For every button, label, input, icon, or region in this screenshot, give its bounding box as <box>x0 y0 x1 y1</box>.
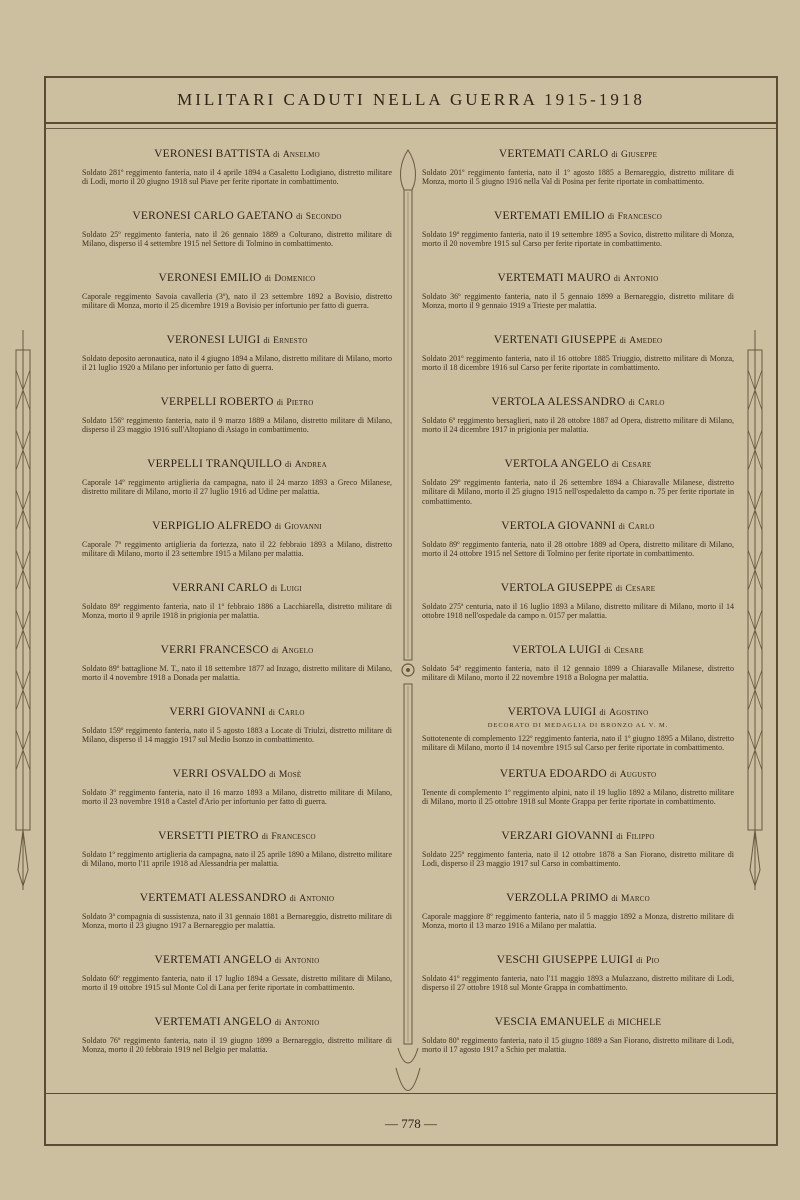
record-entry <box>422 396 734 458</box>
father-name: Mosè <box>278 770 302 780</box>
father-name: MICHELE <box>617 1018 662 1028</box>
father-name: Agostino <box>609 708 649 718</box>
record-text: Caporale 7º reggimento artiglieria da fortezza, nato il 22 febbraio 1893 a Milano, distretto militare di Milano, morto il 23 settembre 1915 a Milano per malattia. <box>82 540 392 559</box>
record-entry <box>82 520 392 582</box>
record-entry <box>422 334 734 396</box>
record-name <box>422 892 734 904</box>
record-name <box>422 458 734 470</box>
record-entry <box>82 830 392 892</box>
record-name <box>82 1016 392 1028</box>
record-text: Soldato 6º reggimento bersaglieri, nato il 28 ottobre 1887 ad Opera, distretto militare di Milano, morto il 24 dicembre 1917 in prigionia per malattia. <box>422 416 734 435</box>
surname: VERTOLA ANGELO <box>504 458 609 470</box>
di-label: di <box>263 336 271 345</box>
record-text: Soldato 80º reggimento fanteria, nato il 15 giugno 1889 a San Fiorano, distretto militare di Lodi, morto il 17 agosto 1917 a Schio per malattia. <box>422 1036 734 1055</box>
record-entry <box>422 272 734 334</box>
record-name <box>82 458 392 470</box>
record-entry <box>82 892 392 954</box>
di-label: di <box>628 398 636 407</box>
record-name <box>82 892 392 904</box>
surname: VERRI GIOVANNI <box>169 706 266 718</box>
record-text: Soldato 89º reggimento fanteria, nato il 28 ottobre 1889 ad Opera, distretto militare di Milano, morto il 24 ottobre 1915 nel Settore di Tolmino per ferite riportate in combattimento. <box>422 540 734 559</box>
divider <box>46 1093 776 1094</box>
surname: VERZOLLA PRIMO <box>506 892 609 904</box>
record-name <box>422 334 734 346</box>
di-label: di <box>613 274 621 283</box>
father-name: Antonio <box>623 274 659 284</box>
center-ornament-icon <box>394 148 422 1108</box>
father-name: Carlo <box>628 522 655 532</box>
surname: VERTEMATI EMILIO <box>493 210 605 222</box>
decoration-note: DECORATO DI MEDAGLIA DI BRONZO AL V. M. <box>487 722 669 729</box>
record-entry <box>422 644 734 706</box>
record-text: Tenente di complemento 1º reggimento alpini, nato il 19 luglio 1892 a Milano, distretto militare di Milano, morto il 25 ottobre 1918 sul Monte Grappa per ferite riportate in combattimento. <box>422 788 734 807</box>
page-number: — 778 — <box>385 1116 437 1131</box>
di-label: di <box>289 894 297 903</box>
father-name: Carlo <box>638 398 665 408</box>
record-entry <box>422 210 734 272</box>
record-text: Soldato 25º reggimento fanteria, nato il 26 gennaio 1889 a Colturano, distretto militare di Milano, disperso il 4 settembre 1915 nel Settore di Tolmino in combattimento. <box>82 230 392 249</box>
surname: VERRANI CARLO <box>172 582 268 594</box>
surname: VERRI OSVALDO <box>172 768 267 780</box>
record-text: Soldato 201º reggimento fanteria, nato il 1º agosto 1885 a Bernareggio, distretto militare di Monza, morto il 5 giugno 1916 nella Val di Posina per ferite riportate in combattimento. <box>422 168 734 187</box>
di-label: di <box>607 212 615 221</box>
father-name: Anselmo <box>282 150 320 160</box>
di-label: di <box>612 460 619 469</box>
di-label: di <box>274 522 282 531</box>
record-name <box>82 706 392 718</box>
surname: VERTEMATI ANGELO <box>154 954 272 966</box>
record-text: Soldato 36º reggimento fanteria, nato il 5 gennaio 1899 a Bernareggio, distretto militare di Monza, morto il 9 gennaio 1919 a Trieste per malattia. <box>422 292 734 311</box>
surname: VERTENATI GIUSEPPE <box>493 334 617 346</box>
record-name <box>82 520 392 532</box>
record-name <box>82 148 392 160</box>
record-text: Soldato 281º reggimento fanteria, nato il 4 aprile 1894 a Casaletto Lodigiano, distretto militare di Lodi, morto il 20 giugno 1918 sul Piave per ferite riportate in combattimento. <box>82 168 392 187</box>
record-entry <box>82 768 392 830</box>
record-text: Soldato 89º reggimento fanteria, nato il 1º febbraio 1886 a Lacchiarella, distretto militare di Monza, morto il 9 aprile 1918 in prigionia per malattia. <box>82 602 392 621</box>
record-name <box>422 520 734 532</box>
di-label: di <box>274 1018 282 1027</box>
father-name: Giovanni <box>284 522 322 532</box>
father-name: Antonio <box>284 956 320 966</box>
record-text: Soldato 159º reggimento fanteria, nato il 5 agosto 1883 a Locate di Triulzi, distretto militare di Milano, disperso il 14 maggio 1917 sul Medio Isonzo in combattimento. <box>82 726 392 745</box>
record-entry <box>82 334 392 396</box>
di-label: di <box>604 646 611 655</box>
record-entry <box>422 520 734 582</box>
record-name <box>422 954 734 966</box>
father-name: Andrea <box>294 460 327 470</box>
di-label: di <box>274 956 282 965</box>
surname: VERTEMATI MAURO <box>497 272 611 284</box>
record-entry <box>422 892 734 954</box>
di-label: di <box>615 584 623 593</box>
di-label: di <box>610 770 617 779</box>
record-text: Soldato deposito aeronautica, nato il 4 giugno 1894 a Milano, distretto militare di Milano, morto il 21 luglio 1920 a Milano per infortunio per fatto di guerra. <box>82 354 392 373</box>
father-name: Luigi <box>280 584 302 594</box>
divider <box>46 128 776 129</box>
record-text: Soldato 201º reggimento fanteria, nato il 16 ottobre 1885 Triuggio, distretto militare di Monza, morto il 18 dicembre 1916 sul Carso per ferite riportate in combattimento. <box>422 354 734 373</box>
father-name: Marco <box>621 894 650 904</box>
record-name <box>82 830 392 842</box>
surname: VERTEMATI ALESSANDRO <box>139 892 287 904</box>
di-label: di <box>618 522 626 531</box>
father-name: Cesare <box>613 646 644 656</box>
di-label: di <box>269 770 276 779</box>
di-label: di <box>599 708 607 717</box>
record-entry <box>422 582 734 644</box>
di-label: di <box>276 398 284 407</box>
record-entry <box>82 458 392 520</box>
record-name <box>422 148 734 160</box>
di-label: di <box>296 212 303 221</box>
father-name: Antonio <box>299 894 335 904</box>
surname: VERPIGLIO ALFREDO <box>152 520 272 532</box>
record-name <box>422 1016 734 1028</box>
record-text: Caporale maggiore 8º reggimento fanteria, nato il 5 maggio 1892 a Monza, distretto militare di Monza, morto il 13 marzo 1916 a Milano per malattia. <box>422 912 734 931</box>
record-text: Soldato 3º reggimento fanteria, nato il 16 marzo 1893 a Milano, distretto militare di Milano, morto il 23 novembre 1918 a Castel d'Ario per infortunio per fatto di guerra. <box>82 788 392 807</box>
record-entry <box>422 830 734 892</box>
record-name <box>422 210 734 222</box>
left-column <box>82 148 392 1078</box>
record-name <box>82 768 392 780</box>
record-text: Soldato 60º reggimento fanteria, nato il 17 luglio 1894 a Gessate, distretto militare di Milano, morto il 19 ottobre 1915 sul Monte Col di Lana per ferite riportate in combattimento. <box>82 974 392 993</box>
record-name <box>422 768 734 780</box>
right-column <box>422 148 734 1078</box>
record-entry <box>82 210 392 272</box>
di-label: di <box>261 832 269 841</box>
record-entry <box>82 644 392 706</box>
surname: VERRI FRANCESCO <box>160 644 269 656</box>
record-entry <box>82 582 392 644</box>
surname: VESCHI GIUSEPPE LUIGI <box>496 954 634 966</box>
record-entry <box>82 1016 392 1078</box>
di-label: di <box>285 460 292 469</box>
di-label: di <box>607 1018 615 1027</box>
record-text: Soldato 19º reggimento fanteria, nato il 19 settembre 1895 a Sovico, distretto militare di Monza, morto il 20 novembre 1915 sul Carso per ferite riportate in combattimento. <box>422 230 734 249</box>
record-entry <box>422 458 734 520</box>
di-label: di <box>611 894 618 903</box>
record-text: Soldato 76º reggimento fanteria, nato il 19 giugno 1899 a Bernareggio, distretto militare di Monza, morto il 20 febbraio 1919 nel Belgio per malattia. <box>82 1036 392 1055</box>
record-name <box>82 582 392 594</box>
record-entry <box>422 768 734 830</box>
father-name: Francesco <box>271 832 316 842</box>
surname: VERTEMATI ANGELO <box>154 1016 272 1028</box>
record-entry <box>82 396 392 458</box>
record-name <box>422 272 734 284</box>
surname: VERPELLI ROBERTO <box>160 396 274 408</box>
record-name <box>422 396 734 408</box>
record-text: Soldato 29º reggimento fanteria, nato il 26 settembre 1894 a Chiaravalle Milanese, distretto militare di Milano, morto il 25 giugno 1915 nell'ospedaletto da campo n. 75 per ferite riportate in combattimento. <box>422 478 734 506</box>
record-name <box>422 706 734 718</box>
record-text: Soldato 225º reggimento fanteria, nato il 12 ottobre 1878 a San Fiorano, distretto militare di Lodi, disperso il 23 maggio 1917 sul Carso in combattimento. <box>422 850 734 869</box>
record-entry <box>422 148 734 210</box>
record-name <box>82 644 392 656</box>
father-name: Filippo <box>626 832 655 842</box>
di-label: di <box>271 646 279 655</box>
surname: VERTUA EDOARDO <box>499 768 607 780</box>
father-name: Cesare <box>625 584 656 594</box>
surname: VERONESI BATTISTA <box>154 148 271 160</box>
father-name: Cesare <box>621 460 652 470</box>
di-label: di <box>264 274 272 283</box>
record-name <box>82 334 392 346</box>
father-name: Francesco <box>617 212 662 222</box>
record-name <box>82 210 392 222</box>
di-label: di <box>636 956 643 965</box>
record-text: Sottotenente di complemento 122º reggimento fanteria, nato il 1º giugno 1895 a Milano, distretto militare di Milano, morto il 14 novembre 1915 sul Carso per ferite riportate in combattimento. <box>422 734 734 753</box>
surname: VERZARI GIOVANNI <box>501 830 614 842</box>
record-entry <box>82 954 392 1016</box>
surname: VERPELLI TRANQUILLO <box>147 458 282 470</box>
fasces-ornament-icon <box>744 330 766 890</box>
record-text: Soldato 3ª compagnia di sussistenza, nato il 31 gennaio 1881 a Bernareggio, distretto militare di Monza, morto il 23 giugno 1917 a Bernareggio per malattia. <box>82 912 392 931</box>
record-entry <box>422 954 734 1016</box>
record-text: Soldato 156º reggimento fanteria, nato il 9 marzo 1889 a Milano, distretto militare di Milano, disperso il 23 maggio 1916 sull'Altopiano di Asiago in combattimento. <box>82 416 392 435</box>
father-name: Pietro <box>286 398 314 408</box>
fasces-ornament-icon <box>12 330 34 890</box>
surname: VESCIA EMANUELE <box>494 1016 605 1028</box>
father-name: Pio <box>645 956 660 966</box>
father-name: Giuseppe <box>621 150 658 160</box>
di-label: di <box>270 584 278 593</box>
record-name <box>422 582 734 594</box>
surname: VERTOLA GIUSEPPE <box>500 582 613 594</box>
father-name: Domenico <box>274 274 316 284</box>
surname: VERONESI EMILIO <box>158 272 262 284</box>
di-label: di <box>268 708 276 717</box>
surname: VERONESI LUIGI <box>166 334 261 346</box>
record-entry <box>422 1016 734 1078</box>
di-label: di <box>273 150 280 159</box>
record-text: Soldato 1º reggimento artiglieria da campagna, nato il 25 aprile 1890 a Milano, distretto militare di Milano, morto l'11 aprile 1918 ad Alessandria per malattia. <box>82 850 392 869</box>
surname: VERTOLA LUIGI <box>512 644 602 656</box>
record-text: Soldato 54º reggimento fanteria, nato il 12 gennaio 1899 a Chiaravalle Milanese, distretto militare di Milano, morto il 22 novembre 1918 a Bologna per malattia. <box>422 664 734 683</box>
page-frame <box>44 76 778 1146</box>
record-text: Caporale 14º reggimento artiglieria da campagna, nato il 24 marzo 1893 a Greco Milanese, distretto militare di Milano, morto il 27 luglio 1916 ad Udine per malattia. <box>82 478 392 497</box>
record-name <box>82 272 392 284</box>
father-name: Amedeo <box>629 336 663 346</box>
di-label: di <box>616 832 624 841</box>
surname: VERTOLA ALESSANDRO <box>491 396 626 408</box>
record-entry <box>82 272 392 334</box>
record-text: Soldato 41º reggimento fanteria, nato l'11 maggio 1893 a Mulazzano, distretto militare di Lodi, disperso il 27 ottobre 1918 sul Monte Grappa in combattimento. <box>422 974 734 993</box>
record-entry <box>82 706 392 768</box>
record-text: Soldato 89º battaglione M. T., nato il 18 settembre 1877 ad Inzago, distretto militare di Milano, morto il 4 novembre 1918 a Donada per malattia. <box>82 664 392 683</box>
di-label: di <box>619 336 627 345</box>
father-name: Carlo <box>278 708 305 718</box>
di-label: di <box>611 150 618 159</box>
father-name: Secondo <box>305 212 342 222</box>
record-entry <box>82 148 392 210</box>
record-name <box>422 830 734 842</box>
record-entry <box>422 706 734 768</box>
father-name: Ernesto <box>273 336 308 346</box>
surname: VERTOLA GIOVANNI <box>501 520 616 532</box>
surname: VERONESI CARLO GAETANO <box>132 210 293 222</box>
father-name: Antonio <box>284 1018 320 1028</box>
page-title: MILITARI CADUTI NELLA GUERRA 1915-1918 <box>46 78 776 124</box>
father-name: Augusto <box>619 770 657 780</box>
record-name <box>82 954 392 966</box>
surname: VERSETTI PIETRO <box>158 830 259 842</box>
record-text: Caporale reggimento Savoia cavalleria (3º), nato il 23 settembre 1892 a Bovisio, distretto militare di Monza, morto il 25 dicembre 1919 a Bovisio per infortunio per fatto di guerra. <box>82 292 392 311</box>
record-name <box>82 396 392 408</box>
surname: VERTEMATI CARLO <box>498 148 609 160</box>
surname: VERTOVA LUIGI <box>507 706 597 718</box>
record-name <box>422 644 734 656</box>
record-text: Soldato 275ª centuria, nato il 16 luglio 1893 a Milano, distretto militare di Milano, morto il 14 ottobre 1918 nell'ospedale da campo n. 0157 per malattia. <box>422 602 734 621</box>
father-name: Angelo <box>281 646 314 656</box>
